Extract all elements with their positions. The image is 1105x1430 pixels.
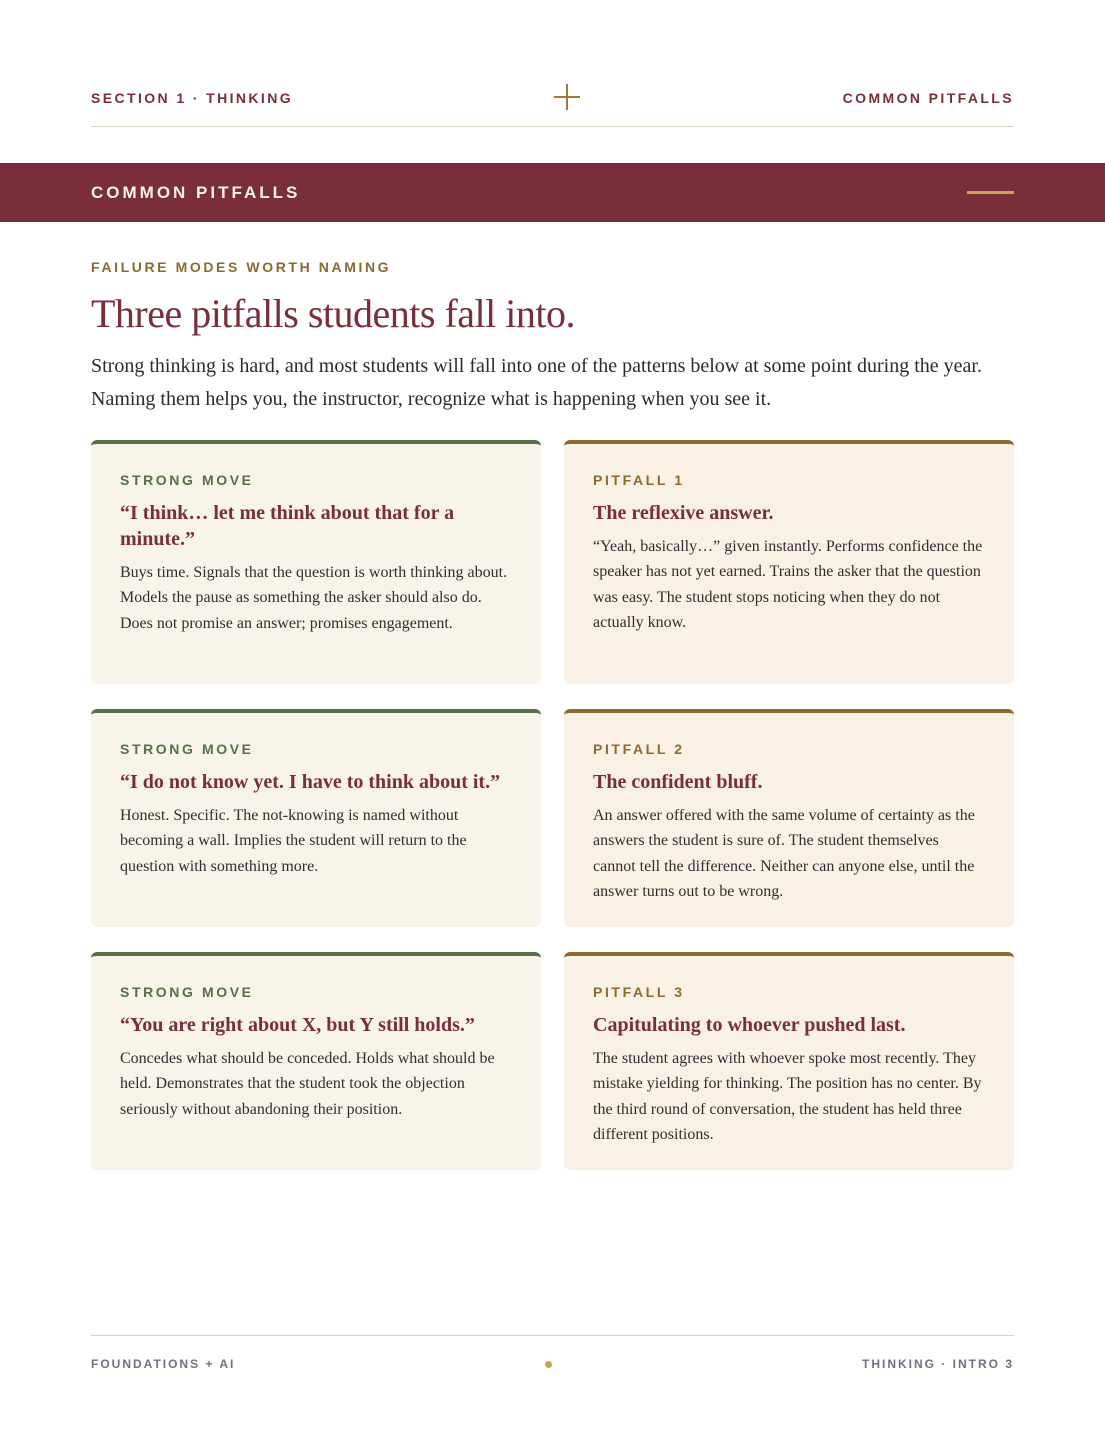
card-body: Honest. Specific. The not-knowing is named without becoming a wall. Implies the student will return to the question with something more. xyxy=(120,807,467,875)
dot-icon xyxy=(545,1361,552,1368)
card-strong-move-3 xyxy=(91,952,541,1170)
page-topic-label: COMMON PITFALLS xyxy=(842,90,1014,106)
card-label: STRONG MOVE xyxy=(120,984,254,1000)
card-title: “You are right about X, but Y still holds.” xyxy=(120,1014,475,1036)
card-title: The confident bluff. xyxy=(593,771,763,793)
card-title: “I do not know yet. I have to think about it.” xyxy=(120,771,501,793)
card-label: STRONG MOVE xyxy=(120,472,254,488)
page-header xyxy=(91,70,1014,127)
card-label: PITFALL 1 xyxy=(593,472,685,488)
page-title: Three pitfalls students fall into. xyxy=(91,291,575,336)
section-label: SECTION 1 · THINKING xyxy=(91,90,294,106)
card-pitfall-2 xyxy=(564,709,1014,927)
footer-course-label: FOUNDATIONS + AI xyxy=(91,1357,236,1371)
card-title: Capitulating to whoever pushed last. xyxy=(593,1014,906,1036)
intro-paragraph: Strong thinking is hard, and most students will fall into one of the patterns below at some point during the year. Naming them helps you, the instructor, recognize what is happening when you see it. xyxy=(91,355,982,410)
banner-title: COMMON PITFALLS xyxy=(91,183,301,202)
banner-rule xyxy=(967,191,1014,194)
card-body: An answer offered with the same volume of certainty as the answers the student is sure of. The student themselves cannot tell the difference. Neither can anyone else, until the answer turns out to be wrong. xyxy=(593,807,975,901)
card-body: “Yeah, basically…” given instantly. Performs confidence the speaker has not yet earned. Trains the asker that the question was easy. The student stops noticing when they do not actually know. xyxy=(593,538,983,632)
card-body: The student agrees with whoever spoke most recently. They mistake yielding for thinking. The position has no center. By the third round of conversation, the student has held three different positions. xyxy=(593,1050,982,1144)
eyebrow: FAILURE MODES WORTH NAMING xyxy=(91,259,392,275)
card-title: “I think… let me think about that for a minute.” xyxy=(120,502,455,550)
section-banner xyxy=(0,163,1105,222)
plus-icon xyxy=(554,84,580,110)
card-pitfall-1 xyxy=(564,440,1014,684)
card-label: STRONG MOVE xyxy=(120,741,254,757)
card-body: Concedes what should be conceded. Holds what should be held. Demonstrates that the student took the objection seriously without abandoning their position. xyxy=(120,1050,495,1118)
card-title: The reflexive answer. xyxy=(593,502,774,524)
card-body: Buys time. Signals that the question is worth thinking about. Models the pause as something the asker should also do. Does not promise an answer; promises engagement. xyxy=(120,564,508,632)
card-label: PITFALL 3 xyxy=(593,984,685,1000)
card-strong-move-2 xyxy=(91,709,541,927)
page-footer xyxy=(91,1335,1014,1376)
card-label: PITFALL 2 xyxy=(593,741,685,757)
card-strong-move-1 xyxy=(91,440,541,684)
footer-page-label: THINKING · INTRO 3 xyxy=(862,1357,1014,1371)
card-pitfall-3 xyxy=(564,952,1014,1170)
